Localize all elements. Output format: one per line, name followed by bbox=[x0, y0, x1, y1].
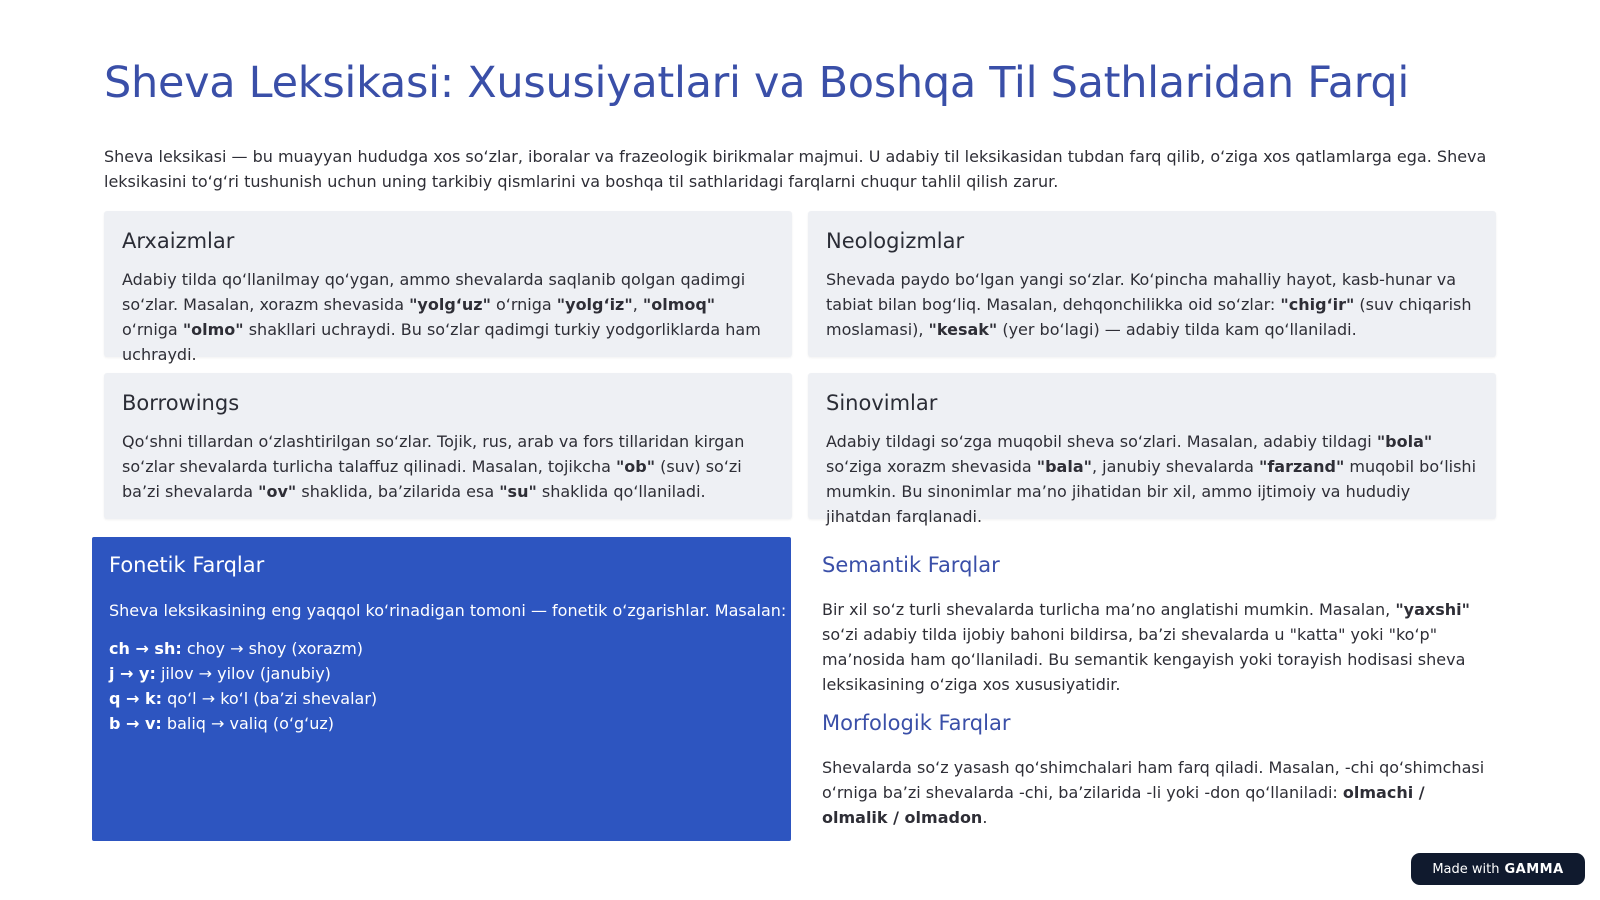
card-arxaizmlar bbox=[104, 211, 792, 364]
card-sinovimlar bbox=[808, 373, 1496, 526]
card-heading: Neologizmlar bbox=[826, 229, 965, 253]
semantik-heading: Semantik Farqlar bbox=[822, 553, 1000, 577]
list-item: q → k: qo‘l → ko‘l (ba’zi shevalar) bbox=[109, 689, 378, 708]
card-text: Shevada paydo bo‘lgan yangi so‘zlar. Ko‘pincha mahalliy hayot, kasb-hunar va tabiat bilan bog‘liq. Masalan, dehqonchilikka oid so‘zlar: "chig‘ir" (suv chiqarish moslamasi), "kesak" (yer bo‘lagi) — adabiy tilda kam qo‘llaniladi. bbox=[826, 270, 1472, 339]
semantik-text: Bir xil so‘z turli shevalarda turlicha ma’no anglatishi mumkin. Masalan, "yaxshi" so‘zi adabiy tilda ijobiy bahoni bildirsa, ba’zi shevalarda u "katta" yoki "ko‘p" ma’nosida ham qo‘llaniladi. Bu semantik kengayish yoki torayish hodisasi sheva leksikasining o‘ziga xos xususiyatidir. bbox=[822, 600, 1470, 694]
card-heading: Arxaizmlar bbox=[122, 229, 235, 253]
gamma-logo: GAMMA bbox=[1504, 861, 1564, 877]
card-heading: Borrowings bbox=[122, 391, 240, 415]
panel-heading: Fonetik Farqlar bbox=[109, 553, 265, 577]
intro-paragraph: Sheva leksikasi — bu muayyan hududga xos so‘zlar, iboralar va frazeologik birikmalar majmui. U adabiy til leksikasidan tubdan farq qilib, o‘ziga xos qatlamlarga ega. Sheva leksikasini to‘g‘ri tushunish uchun uning tarkibiy qismlarini va boshqa til sathlaridagi farqlarni chuqur tahlil qilish zarur. bbox=[104, 147, 1487, 191]
card-neologizmlar bbox=[808, 211, 1496, 357]
morfologik-text: Shevalarda so‘z yasash qo‘shimchalari ham farq qiladi. Masalan, -chi qo‘shimchasi o‘rniga ba’zi shevalarda -chi, ba’zilarida -li yoki -don qo‘llaniladi: olmachi / olmalik / olmadon. bbox=[822, 758, 1485, 827]
card-borrowings bbox=[104, 373, 792, 519]
card-heading: Sinovimlar bbox=[826, 391, 938, 415]
page-title: Sheva Leksikasi: Xususiyatlari va Boshqa Til Sathlaridan Farqi bbox=[104, 58, 1410, 108]
phonetic-rule-list bbox=[109, 636, 377, 736]
card-text: Qo‘shni tillardan o‘zlashtirilgan so‘zlar. Tojik, rus, arab va fors tillaridan kirgan so‘zlar shevalarda turlicha talaffuz qilinadi. Masalan, tojikcha "ob" (suv) so‘zi ba’zi shevalarda "ov" shaklida, ba’zilarida esa "su" shaklida qo‘llaniladi. bbox=[122, 432, 745, 501]
morfologik-heading: Morfologik Farqlar bbox=[822, 711, 1011, 735]
fonetik-farqlar-panel bbox=[92, 537, 791, 841]
badge-prefix: Made with bbox=[1432, 861, 1500, 877]
card-text: Adabiy tilda qo‘llanilmay qo‘ygan, ammo shevalarda saqlanib qolgan qadimgi so‘zlar. Masalan, xorazm shevasida "yolg‘uz" o‘rniga "yolg‘iz", "olmoq" o‘rniga "olmo" shakllari uchraydi. Bu so‘zlar qadimgi turkiy yodgorliklarda ham uchraydi. bbox=[122, 270, 761, 364]
list-item: b → v: baliq → valiq (o‘g‘uz) bbox=[109, 714, 335, 733]
card-text: Adabiy tildagi so‘zga muqobil sheva so‘zlari. Masalan, adabiy tildagi "bola" so‘ziga xorazm shevasida "bala", janubiy shevalarda "farzand" muqobil bo‘lishi mumkin. Bu sinonimlar ma’no jihatidan bir xil, ammo ijtimoiy va hududiy jihatdan farqlanadi. bbox=[826, 432, 1477, 526]
list-item: j → y: jilov → yilov (janubiy) bbox=[109, 664, 331, 683]
list-item: ch → sh: choy → shoy (xorazm) bbox=[109, 639, 364, 658]
panel-lead: Sheva leksikasining eng yaqqol ko‘rinadigan tomoni — fonetik o‘zgarishlar. Masalan: bbox=[109, 601, 787, 620]
made-with-gamma-badge[interactable] bbox=[1411, 853, 1585, 885]
